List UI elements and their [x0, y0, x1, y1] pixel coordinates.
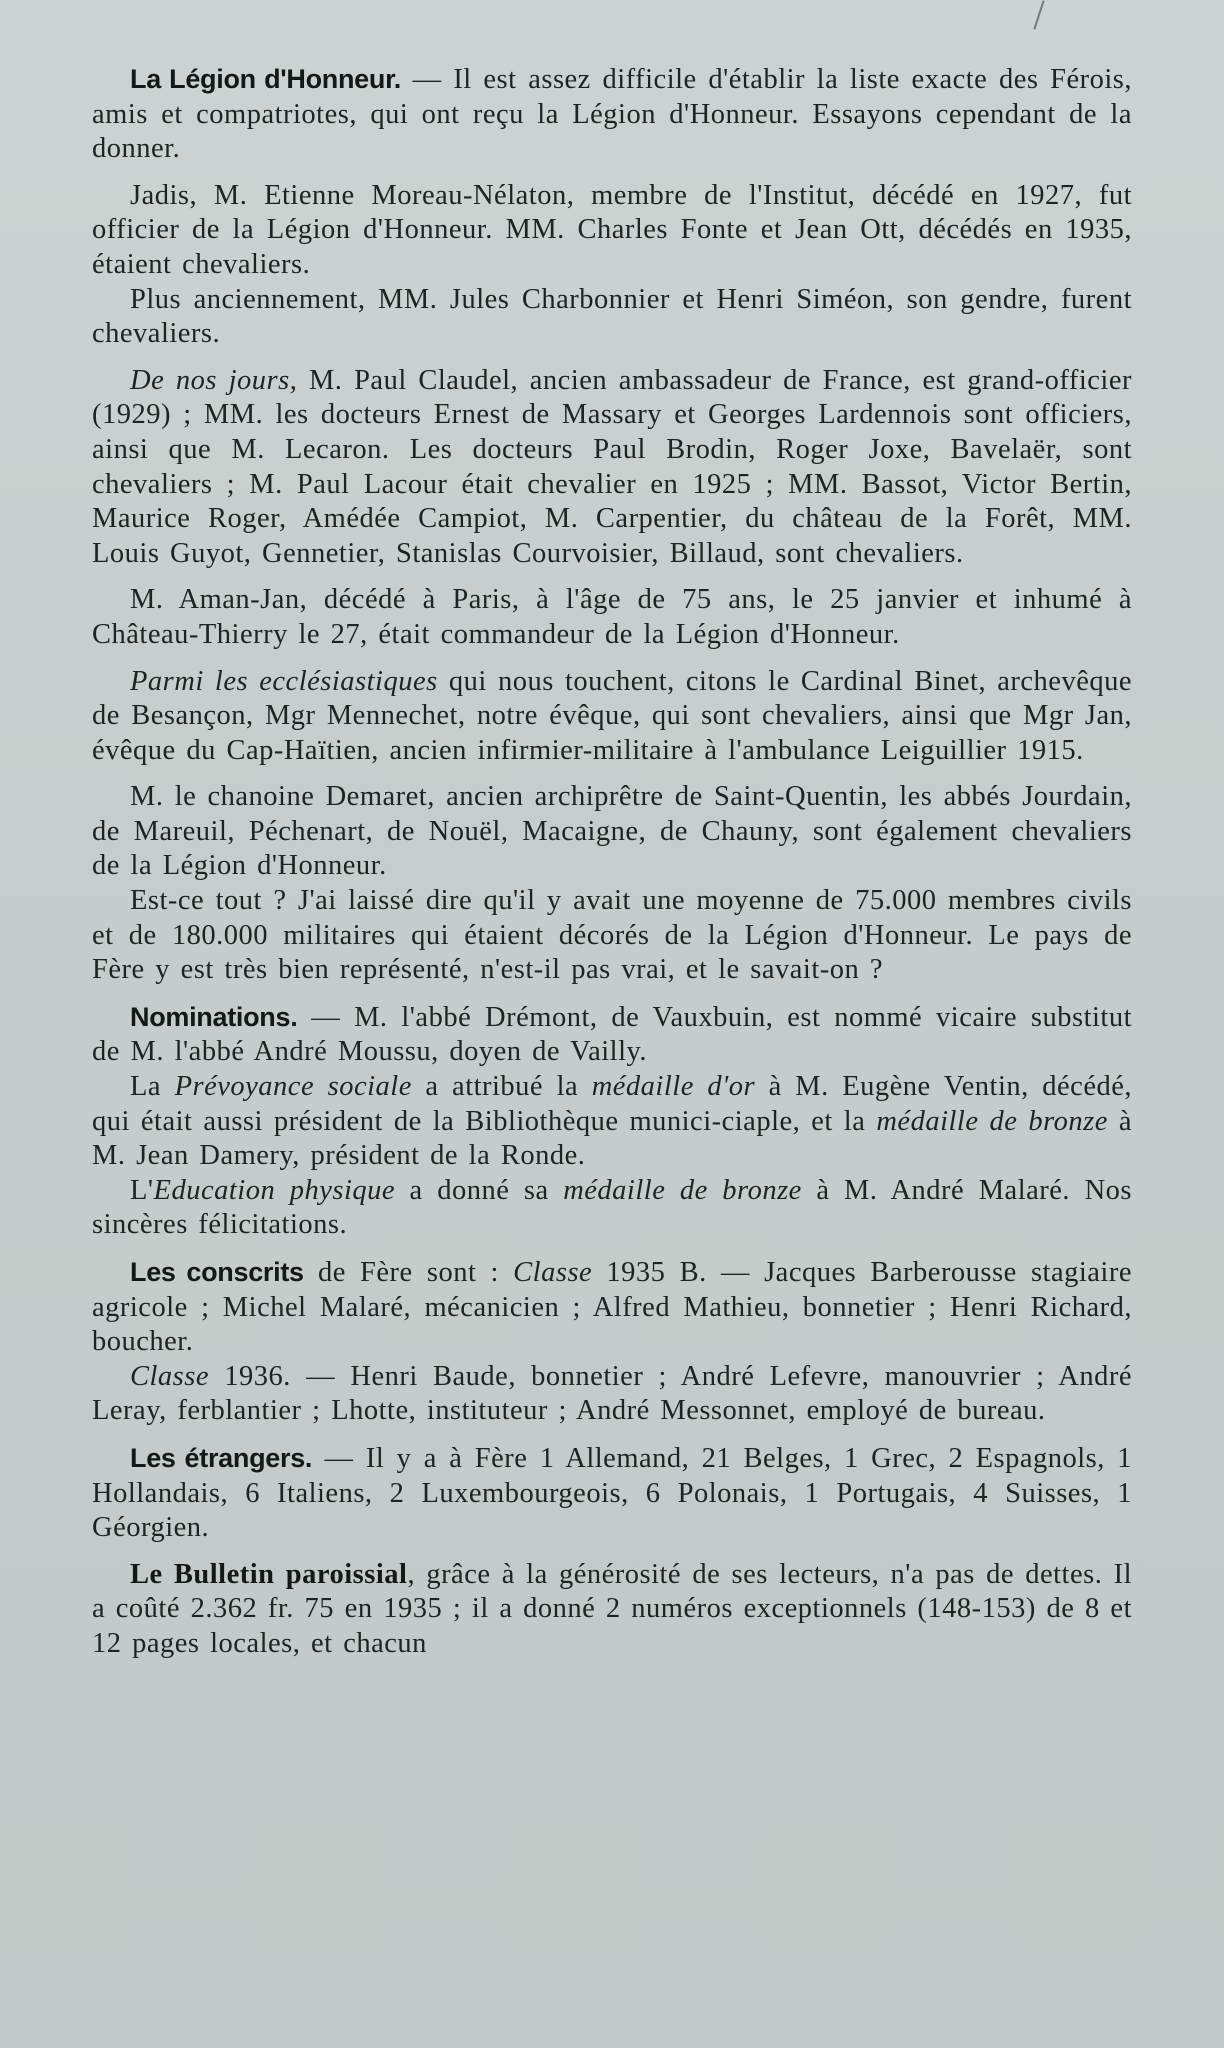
paragraph-prevoyance: [92, 1070, 1132, 1174]
text-segment: à M. Jean Damery, président de la Ronde.: [92, 1105, 1132, 1172]
paragraph-text: , M. Paul Claudel, ancien ambassadeur de France, est grand-officier (1929) ; MM. les docteurs Ernest de Massary et Georges Lardennois sont officiers, ainsi que M. Lecaron. Les docteurs Paul Brodin, Roger Joxe, Bavelaër, sont chevaliers ; M. Paul Lacour était chevalier en 1925 ; MM. Bassot, Victor Bertin, Maurice Roger, Amédée Campiot, M. Carpentier, du château de la Forêt, MM. Louis Guyot, Gennetier, Stanislas Courvoisier, Billaud, sont chevaliers.: [92, 364, 1132, 569]
italic-segment: médaille de bronze: [876, 1105, 1108, 1137]
text-segment: à M. André Malaré. Nos sincères félicitations.: [92, 1174, 1132, 1241]
paragraph-de-nos-jours: [92, 364, 1132, 572]
text-segment: L': [130, 1174, 154, 1206]
paragraph-education-physique: [92, 1174, 1132, 1243]
italic-segment: médaille d'or: [591, 1071, 756, 1103]
paragraph-text: — Il est assez difficile d'établir la liste exacte des Férois, amis et compatriotes, qui ont reçu la Légion d'Honneur. Essayons cependant de la donner.: [92, 64, 1133, 165]
italic-segment: Classe: [513, 1257, 593, 1288]
heading-les-conscrits: Les conscrits: [130, 1257, 304, 1287]
paragraph-jadis: [92, 179, 1132, 283]
paragraph-est-ce-tout: [92, 884, 1132, 988]
paragraph-aman-jan: [92, 583, 1132, 652]
italic-lead: Parmi les ecclésiastiques: [130, 665, 438, 697]
paragraph-text: Est-ce tout ? J'ai laissé dire qu'il y avait une moyenne de 75.000 membres civils et de 180.000 militaires qui étaient décorés de la Légion d'Honneur. Le pays de Fère y est très bien représenté, n'est-il pas vrai, et le savait-on ?: [92, 885, 1132, 986]
paragraph-etrangers: [92, 1441, 1132, 1546]
paragraph-chanoine: [92, 780, 1132, 884]
italic-segment: médaille de bronze: [563, 1174, 802, 1206]
heading-bulletin-paroissial: Le Bulletin paroissial: [130, 1558, 408, 1590]
text-segment: de Fère sont :: [303, 1257, 514, 1288]
heading-les-etrangers: Les étrangers.: [130, 1442, 313, 1473]
heading-legion-honneur: La Légion d'Honneur.: [130, 64, 401, 94]
paragraph-text: — M. l'abbé Drémont, de Vauxbuin, est nommé vicaire substitut de M. l'abbé André Moussu, doyen de Vailly.: [92, 1001, 1132, 1068]
paragraph-plus-anciennement: [92, 283, 1132, 352]
pen-mark: [1033, 0, 1044, 29]
paragraph-text: qui nous touchent, citons le Cardinal Binet, archevêque de Besançon, Mgr Mennechet, notre évêque, qui sont chevaliers, ainsi que Mgr Jan, évêque du Cap-Haïtien, ancien infirmier-militaire à l'ambulance Leiguillier 1915.: [92, 665, 1132, 766]
paragraph-legion-intro: [92, 62, 1132, 167]
paragraph-text: M. le chanoine Demaret, ancien archiprêtre de Saint-Quentin, les abbés Jourdain, de Mareuil, Péchenart, de Nouël, Macaigne, de Chauny, sont également chevaliers de la Légion d'Honneur.: [92, 781, 1132, 882]
paragraph-text: Jadis, M. Etienne Moreau-Nélaton, membre de l'Institut, décédé en 1927, fut officier de la Légion d'Honneur. MM. Charles Fonte et Jean Ott, décédés en 1935, étaient chevaliers.: [92, 179, 1132, 280]
text-segment: à M. Eugène Ventin, décédé, qui était aussi président de la Bibliothèque munici-ciaple, et la: [92, 1071, 1132, 1137]
italic-segment: Education physique: [153, 1174, 396, 1206]
paragraph-text: Plus anciennement, MM. Jules Charbonnier et Henri Siméon, son gendre, furent chevaliers.: [92, 283, 1132, 350]
paragraph-text: , grâce à la générosité de ses lecteurs, n'a pas de dettes. Il a coûté 2.362 fr. 75 en 1935 ; il a donné 2 numéros exceptionnels (148-153) de 8 et 12 pages locales, et chacun: [92, 1558, 1132, 1659]
text-segment: a attribué la: [411, 1071, 592, 1103]
paragraph-ecclesiastiques: [92, 665, 1132, 769]
paragraph-text: M. Aman-Jan, décédé à Paris, à l'âge de 75 ans, le 25 janvier et inhumé à Château-Thierry le 27, était commandeur de la Légion d'Honneur.: [92, 584, 1132, 650]
text-segment: La: [130, 1071, 175, 1103]
text-segment: 1936. — Henri Baude, bonnetier ; André Lefevre, manouvrier ; André Leray, ferblantier ; Lhotte, instituteur ; André Messonnet, employé de bureau.: [92, 1360, 1132, 1427]
italic-lead: De nos jours: [130, 364, 290, 396]
document-page: [92, 62, 1132, 1674]
paragraph-nominations: [92, 1000, 1132, 1070]
heading-nominations: Nominations.: [130, 1001, 298, 1032]
text-segment: 1935 B. — Jacques Barberousse stagiaire agricole ; Michel Malaré, mécanicien ; Alfred Mathieu, bonnetier ; Henri Richard, boucher.: [92, 1257, 1132, 1358]
text-segment: a donné sa: [395, 1174, 564, 1206]
paragraph-text: — Il y a à Fère 1 Allemand, 21 Belges, 1 Grec, 2 Espagnols, 1 Hollandais, 6 Italiens, 2 Luxembourgeois, 6 Polonais, 1 Portugais, 4 Suisses, 1 Géorgien.: [92, 1442, 1132, 1544]
paragraph-conscrits: [92, 1255, 1132, 1360]
italic-segment: Classe: [130, 1360, 210, 1392]
paragraph-classe-1936: [92, 1360, 1132, 1429]
italic-segment: Prévoyance sociale: [174, 1071, 412, 1103]
paragraph-bulletin: [92, 1558, 1132, 1662]
